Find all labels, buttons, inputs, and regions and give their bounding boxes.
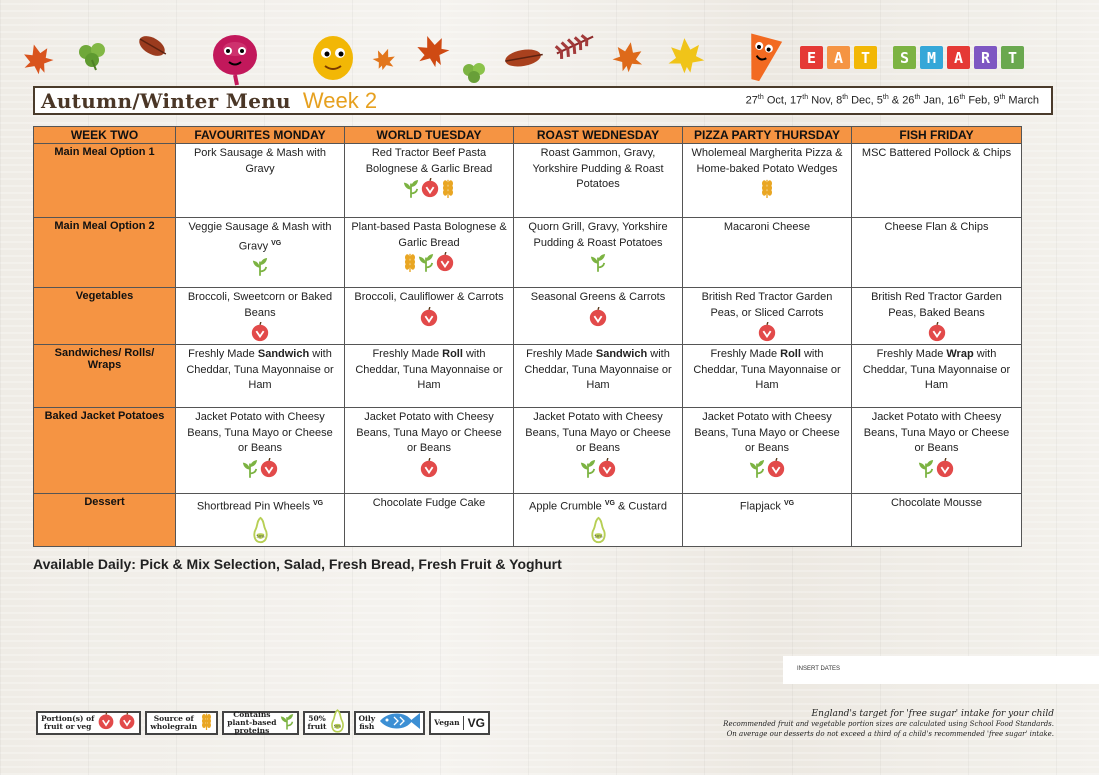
dish-icons <box>351 307 507 327</box>
fruit-icon <box>766 458 786 478</box>
fruit-icon <box>259 458 279 478</box>
row-header: Sandwiches/ Rolls/ Wraps <box>34 345 176 408</box>
menu-cell <box>514 288 683 345</box>
pear-icon <box>330 708 345 739</box>
plant-icon <box>403 178 419 198</box>
menu-cell <box>683 218 852 288</box>
fruit-icon <box>935 458 955 478</box>
plant-icon <box>418 252 434 272</box>
fish-icon <box>378 711 420 736</box>
day-header: ROAST WEDNESDAY <box>514 127 683 144</box>
dish-text: Jacket Potato with Cheesy Beans, Tuna Mayo or Cheese or Beans <box>863 411 1010 454</box>
dish-text: Broccoli, Cauliflower & Carrots <box>354 291 504 303</box>
grain-icon <box>441 178 455 198</box>
fruit-icon <box>419 458 439 478</box>
dish-text: Chocolate Fudge Cake <box>372 497 486 509</box>
day-header: PIZZA PARTY THURSDAY <box>683 127 852 144</box>
row-header: Vegetables <box>34 288 176 345</box>
menu-cell <box>176 345 345 408</box>
brand-letter: A <box>827 46 850 69</box>
legend-label: 50% fruit <box>307 714 327 731</box>
brand-letter: T <box>1001 46 1024 69</box>
dish-icons <box>182 256 338 276</box>
pear-icon <box>252 516 269 544</box>
fruit-icon <box>118 712 136 735</box>
eat-smart-logo <box>800 46 1024 69</box>
dish-text: Jacket Potato with Cheesy Beans, Tuna Mayo or Cheese or Beans <box>187 411 333 454</box>
dish-icons <box>182 458 338 478</box>
insert-dates-label: INSERT DATES <box>797 666 841 672</box>
menu-row <box>34 345 1022 408</box>
grain-icon <box>403 252 417 272</box>
dish-text: British Red Tractor Garden Peas, Baked Beans <box>871 291 1002 319</box>
clover-leaf-icon <box>463 63 485 83</box>
menu-cell <box>176 288 345 345</box>
day-header: FISH FRIDAY <box>852 127 1022 144</box>
brand-letter: T <box>854 46 877 69</box>
legend-label: Vegan <box>434 718 460 727</box>
plant-icon <box>590 252 606 272</box>
menu-cell <box>176 218 345 288</box>
menu-cell <box>345 218 514 288</box>
menu-cell <box>852 408 1022 494</box>
dish-text: Red Tractor Beef Pasta Bolognese & Garlic Bread <box>365 147 493 175</box>
oak-leaf-icon <box>504 47 544 69</box>
dish-icons <box>520 458 676 478</box>
row-header: Main Meal Option 1 <box>34 144 176 218</box>
dish-text: Shortbread Pin Wheels $^{VG}$ <box>196 500 324 513</box>
beetroot-character-icon <box>213 35 257 85</box>
fruit-icon <box>435 252 455 272</box>
row-header: Baked Jacket Potatoes <box>34 408 176 494</box>
insert-dates-box <box>783 656 1099 684</box>
menu-cell <box>345 408 514 494</box>
maple-leaf-icon <box>611 40 646 75</box>
menu-cell <box>514 408 683 494</box>
dish-text: Jacket Potato with Cheesy Beans, Tuna Mayo or Cheese or Beans <box>694 411 840 454</box>
plant-icon <box>280 712 294 735</box>
menu-week: Week 2 <box>302 87 378 113</box>
fruit-icon <box>927 322 947 342</box>
fruit-icon <box>597 458 617 478</box>
menu-title: Autumn/Winter Menu <box>41 88 291 113</box>
brand-letter: E <box>800 46 823 69</box>
legend-fruit-veg <box>36 711 141 735</box>
day-header: FAVOURITES MONDAY <box>176 127 345 144</box>
brand-letter: M <box>920 46 943 69</box>
footnote-line-2: Recommended fruit and vegetable portion sizes are calculated using School Food Standards. <box>723 720 1054 728</box>
menu-cell <box>345 345 514 408</box>
dish-text: Broccoli, Sweetcorn or Baked Beans <box>187 291 333 319</box>
menu-cell <box>852 494 1022 547</box>
menu-cell <box>852 345 1022 408</box>
oak-leaf-icon <box>136 32 170 61</box>
menu-cell <box>683 144 852 218</box>
menu-cell <box>514 494 683 547</box>
menu-cell <box>852 288 1022 345</box>
dish-text: Macaroni Cheese <box>723 221 811 233</box>
legend-label: Oily fish <box>358 714 376 731</box>
svg-text:50%: 50% <box>333 724 341 729</box>
plant-icon <box>580 458 596 478</box>
menu-table <box>33 126 1022 547</box>
dish-text: British Red Tractor Garden Peas, or Sliced Carrots <box>701 291 833 319</box>
clover-leaf-icon <box>79 43 105 70</box>
menu-cell <box>683 408 852 494</box>
brand-spacer <box>881 46 889 69</box>
autumn-leaves-decoration <box>0 0 800 86</box>
pear-icon <box>590 516 607 544</box>
maple-leaf-icon <box>666 37 705 75</box>
icon-legend <box>36 711 490 735</box>
menu-cell <box>852 144 1022 218</box>
dish-text: Veggie Sausage & Mash with Gravy $^{VG}$ <box>188 221 332 253</box>
legend-label: Contains plant-based proteins <box>227 710 277 735</box>
menu-row <box>34 144 1022 218</box>
potato-character-icon <box>313 36 353 80</box>
menu-cell <box>514 144 683 218</box>
grain-icon <box>760 178 774 198</box>
dish-icons <box>182 516 338 544</box>
dish-icons <box>351 178 507 198</box>
menu-cell <box>176 408 345 494</box>
dish-text: Freshly Made Sandwich with Cheddar, Tuna Mayonnaise or Ham <box>524 348 672 391</box>
fern-leaf-icon <box>553 29 596 60</box>
menu-cell <box>514 345 683 408</box>
dish-text: Apple Crumble $^{VG}$ & Custard <box>529 500 667 513</box>
menu-cell <box>176 144 345 218</box>
dish-text: Seasonal Greens & Carrots <box>530 291 666 303</box>
maple-leaf-icon <box>19 41 56 78</box>
dish-text: Chocolate Mousse <box>890 497 983 509</box>
dish-text: Plant-based Pasta Bolognese & Garlic Bread <box>351 221 507 249</box>
dish-text: Freshly Made Wrap with Cheddar, Tuna Mayonnaise or Ham <box>862 348 1011 391</box>
fruit-icon <box>588 307 608 327</box>
dish-text: Freshly Made Sandwich with Cheddar, Tuna Mayonnaise or Ham <box>186 348 334 391</box>
dish-icons <box>520 252 676 272</box>
legend-label: Source of wholegrain <box>150 714 198 731</box>
dish-text: Quorn Grill, Gravy, Yorkshire Pudding & Roast Potatoes <box>528 221 668 249</box>
dish-icons <box>182 322 338 342</box>
menu-cell <box>852 218 1022 288</box>
dish-text: Freshly Made Roll with Cheddar, Tuna Mayonnaise or Ham <box>355 348 503 391</box>
dish-icons <box>689 178 845 198</box>
menu-dates: 27th Oct, 17th Nov, 8th Dec, 5th & 26th Jan, 16th Feb, 9th March <box>745 94 1039 107</box>
available-daily: Available Daily: Pick & Mix Selection, Salad, Fresh Bread, Fresh Fruit & Yoghurt <box>33 556 562 572</box>
menu-header-row <box>34 127 1022 144</box>
plant-icon <box>252 256 268 276</box>
dish-text: Cheese Flan & Chips <box>884 221 989 233</box>
fruit-icon <box>250 322 270 342</box>
dish-icons <box>858 458 1015 478</box>
legend-vegan <box>429 711 490 735</box>
menu-row <box>34 288 1022 345</box>
dish-icons <box>520 516 676 544</box>
brand-letter: R <box>974 46 997 69</box>
menu-cell <box>345 144 514 218</box>
row-header: Dessert <box>34 494 176 547</box>
footnote-line-1: England's target for 'free sugar' intake for your child <box>811 709 1054 719</box>
menu-row <box>34 494 1022 547</box>
brand-letter: S <box>893 46 916 69</box>
dish-text: MSC Battered Pollock & Chips <box>861 147 1012 159</box>
brand-letter: A <box>947 46 970 69</box>
menu-cell <box>683 345 852 408</box>
carrot-character-icon <box>740 33 782 84</box>
menu-cell <box>345 288 514 345</box>
svg-text:50%: 50% <box>593 534 603 539</box>
grain-icon <box>200 712 213 735</box>
dish-text: Jacket Potato with Cheesy Beans, Tuna Mayo or Cheese or Beans <box>525 411 671 454</box>
vegan-badge: VG <box>463 716 485 730</box>
dish-text: Jacket Potato with Cheesy Beans, Tuna Mayo or Cheese or Beans <box>356 411 502 454</box>
menu-cell <box>683 494 852 547</box>
legend-half-fruit <box>303 711 350 735</box>
dish-text: Freshly Made Roll with Cheddar, Tuna Mayonnaise or Ham <box>693 348 841 391</box>
menu-cell <box>345 494 514 547</box>
legend-plant-protein <box>222 711 298 735</box>
dish-icons <box>520 307 676 327</box>
legend-label: Portion(s) of fruit or veg <box>41 714 95 731</box>
menu-cell <box>514 218 683 288</box>
dish-icons <box>351 458 507 478</box>
maple-leaf-icon <box>412 31 453 72</box>
plant-icon <box>749 458 765 478</box>
dish-text: Pork Sausage & Mash with Gravy <box>193 147 327 175</box>
dish-icons <box>351 252 507 272</box>
dish-text: Roast Gammon, Gravy, Yorkshire Pudding & Roast Potatoes <box>532 147 664 190</box>
menu-cell <box>683 288 852 345</box>
dish-text: Wholemeal Margherita Pizza & Home-baked Potato Wedges <box>691 147 843 175</box>
menu-title-bar <box>33 86 1053 115</box>
fruit-icon <box>97 712 115 735</box>
fruit-icon <box>757 322 777 342</box>
dish-icons <box>689 458 845 478</box>
plant-icon <box>242 458 258 478</box>
menu-cell <box>176 494 345 547</box>
plant-icon <box>918 458 934 478</box>
legend-wholegrain <box>145 711 218 735</box>
week-label: WEEK TWO <box>34 127 176 144</box>
maple-leaf-icon <box>370 45 398 73</box>
day-header: WORLD TUESDAY <box>345 127 514 144</box>
svg-text:50%: 50% <box>255 534 265 539</box>
fruit-icon <box>420 178 440 198</box>
row-header: Main Meal Option 2 <box>34 218 176 288</box>
dish-text: Flapjack $^{VG}$ <box>739 500 795 513</box>
legend-oily-fish <box>354 711 426 735</box>
sugar-footnote <box>723 709 1054 739</box>
menu-row <box>34 218 1022 288</box>
dish-icons <box>689 322 845 342</box>
dish-icons <box>858 322 1015 342</box>
menu-row <box>34 408 1022 494</box>
footnote-line-3: On average our desserts do not exceed a third of a child's recommended 'free sugar' intake. <box>726 730 1054 738</box>
fruit-icon <box>419 307 439 327</box>
